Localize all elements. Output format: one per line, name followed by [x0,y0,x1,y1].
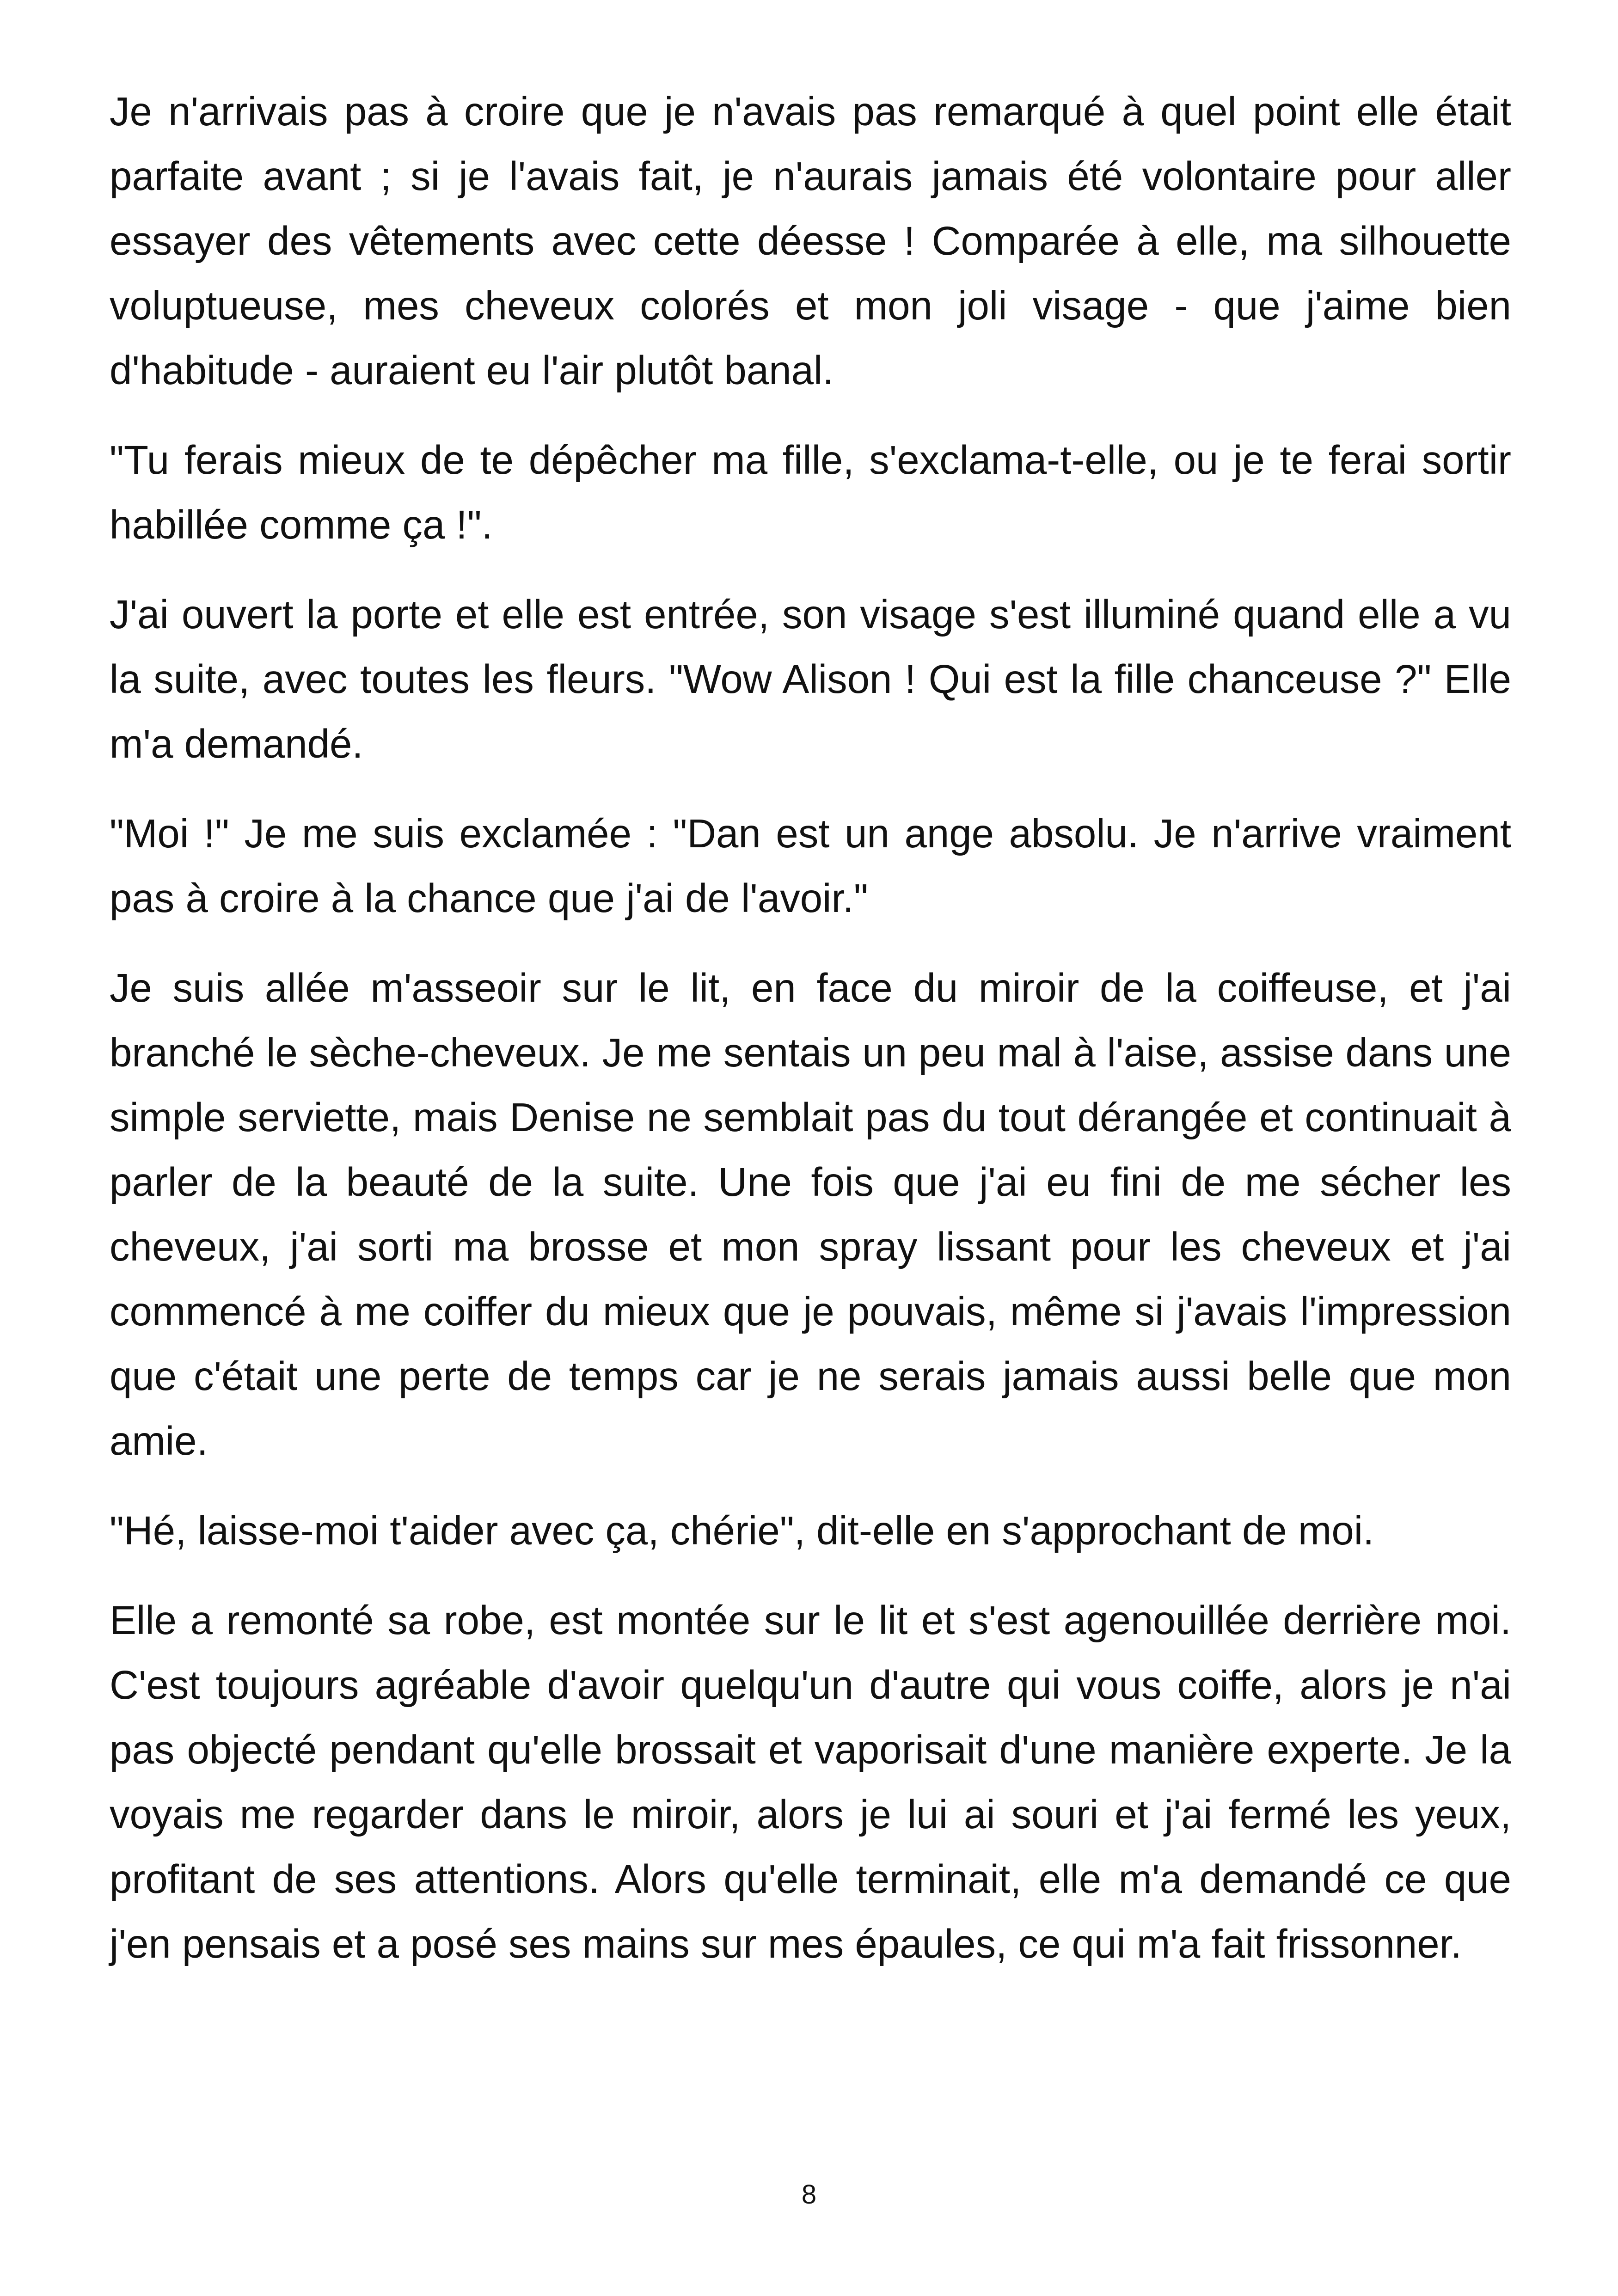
paragraph-6: "Hé, laisse-moi t'aider avec ça, chérie", dit-elle en s'approchant de moi. [110,1508,1374,1553]
paragraph-7: Elle a remonté sa robe, est montée sur le lit et s'est agenouillée derrière moi. C'est toujours agréable d'avoir quelqu'un d'autre qui vous coiffe, alors je n'ai pas objecté pendant qu'elle brossait et vaporisait d'une manière experte. Je la voyais me regarder dans le miroir, alors je lui ai souri et j'ai fermé les yeux, profitant de ses attentions. Alors qu'elle terminait, elle m'a demandé ce que j'en pensais et a posé ses mains sur mes épaules, ce qui m'a fait frissonner. [110,1598,1511,1966]
body-text [110,80,1511,2002]
paragraph-5: Je suis allée m'asseoir sur le lit, en face du miroir de la coiffeuse, et j'ai branché le sèche-cheveux. Je me sentais un peu mal à l'aise, assise dans une simple serviette, mais Denise ne semblait pas du tout dérangée et continuait à parler de la beauté de la suite. Une fois que j'ai eu fini de me sécher les cheveux, j'ai sorti ma brosse et mon spray lissant pour les cheveux et j'ai commencé à me coiffer du mieux que je pouvais, même si j'avais l'impression que c'était une perte de temps car je ne serais jamais aussi belle que mon amie. [110,966,1511,1463]
paragraph-4: "Moi !" Je me suis exclamée : "Dan est un ange absolu. Je n'arrive vraiment pas à croire à la chance que j'ai de l'avoir." [110,811,1511,921]
page-number: 8 [801,2180,817,2210]
paragraph-1: Je n'arrivais pas à croire que je n'avais pas remarqué à quel point elle était parfaite avant ; si je l'avais fait, je n'aurais jamais été volontaire pour aller essayer des vêtements avec cette déesse ! Comparée à elle, ma silhouette voluptueuse, mes cheveux colorés et mon joli visage - que j'aime bien d'habitude - auraient eu l'air plutôt banal. [110,89,1511,393]
paragraph-3: J'ai ouvert la porte et elle est entrée, son visage s'est illuminé quand elle a vu la suite, avec toutes les fleurs. "Wow Alison ! Qui est la fille chanceuse ?" Elle m'a demandé. [110,592,1511,766]
paragraph-2: "Tu ferais mieux de te dépêcher ma fille, s'exclama-t-elle, ou je te ferai sortir habillée comme ça !". [110,438,1511,547]
